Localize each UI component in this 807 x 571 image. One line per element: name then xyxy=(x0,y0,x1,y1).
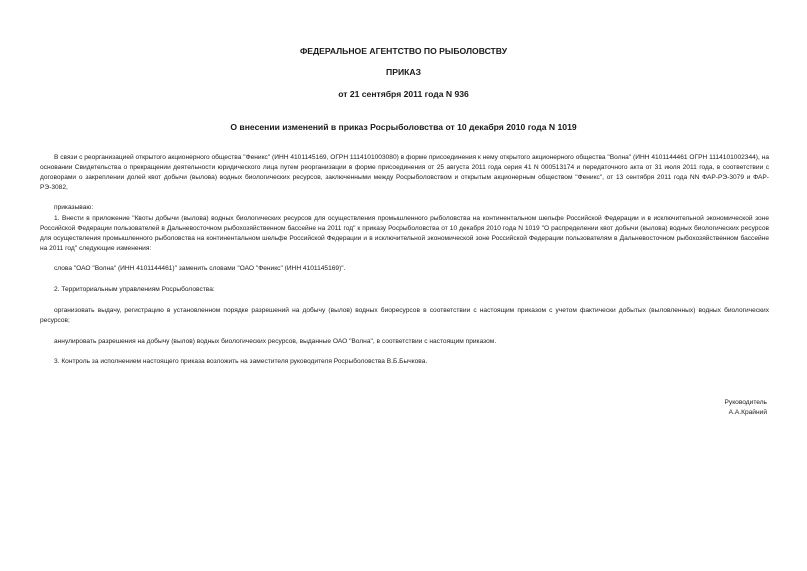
document-date-number: от 21 сентября 2011 года N 936 xyxy=(338,89,469,99)
agency-title: ФЕДЕРАЛЬНОЕ АГЕНТСТВО ПО РЫБОЛОВСТВУ xyxy=(299,46,508,56)
order-word: приказываю: xyxy=(54,204,94,211)
preamble-paragraph: В связи с реорганизацией открытого акционерного общества "Феникс" (ИНН 4101145169, ОГРН 1114101003080) в форме присоединения к нему открытого акционерного общества "Волна" (ИНН 4101144461 ОГРН 1114101002344), на основании Свидетельства о прекращении деятельности юридического лица путем реорганизации в форме присоединения от 25 августа 2011 года серия 41 N 000513174 и передаточного акта от 31 июля 2011 года, в соответствии с договорами о закреплении долей квот добычи (вылова) водных биологических ресурсов, заключенными между Росрыболовством и открытым акционерным обществом "Феникс", от 13 сентября 2011 года NN ФАР-РЭ-3079 и ФАР-РЭ-3082, xyxy=(40,154,769,191)
item-3-paragraph: 3. Контроль за исполнением настоящего приказа возложить на заместителя руководителя Росрыболовства В.Б.Бычкова. xyxy=(54,358,428,365)
document-subject: О внесении изменений в приказ Росрыболовства от 10 декабря 2010 года N 1019 xyxy=(230,122,577,132)
document-type: ПРИКАЗ xyxy=(386,67,421,77)
item-2a-paragraph: организовать выдачу, регистрацию в установленном порядке разрешений на добычу (вылов) водных биоресурсов в соответствии с настоящим приказом с учетом фактически добытых (выловленных) водных биологических ресурсов; xyxy=(40,307,769,324)
item-1-paragraph: 1. Внести в приложение "Квоты добычи (вылова) водных биологических ресурсов для осуществления промышленного рыболовства на континентальном шельфе Российской Федерации и в исключительной экономической зоне Российской Федерации пользователей в Дальневосточном рыбохозяйственном бассейне на 2011 год" к приказу Росрыболовства от 10 декабря 2010 года N 1019 "О распределении квот добычи (вылова) водных биологических ресурсов для осуществления промышленного рыболовства на континентальном шельфе Российской Федерации и в исключительной экономической зоне Российской Федерации пользователям в Дальневосточном рыбохозяйственном бассейне на 2011 год" следующие изменения: xyxy=(40,215,769,252)
item-2b-paragraph: аннулировать разрешения на добычу (вылов) водных биологических ресурсов, выданные ОАО "Волна", в соответствии с настоящим приказом. xyxy=(54,338,497,345)
signature-block xyxy=(725,398,767,418)
item-2-paragraph: 2. Территориальным управлениям Росрыболовства: xyxy=(54,286,215,293)
signatory-position: Руководитель xyxy=(724,399,767,406)
signatory-name: А.А.Крайний xyxy=(728,409,767,416)
item-1-replacement: слова "ОАО "Волна" (ИНН 4101144461)" заменить словами "ОАО "Феникс" (ИНН 4101145169)". xyxy=(54,265,346,272)
